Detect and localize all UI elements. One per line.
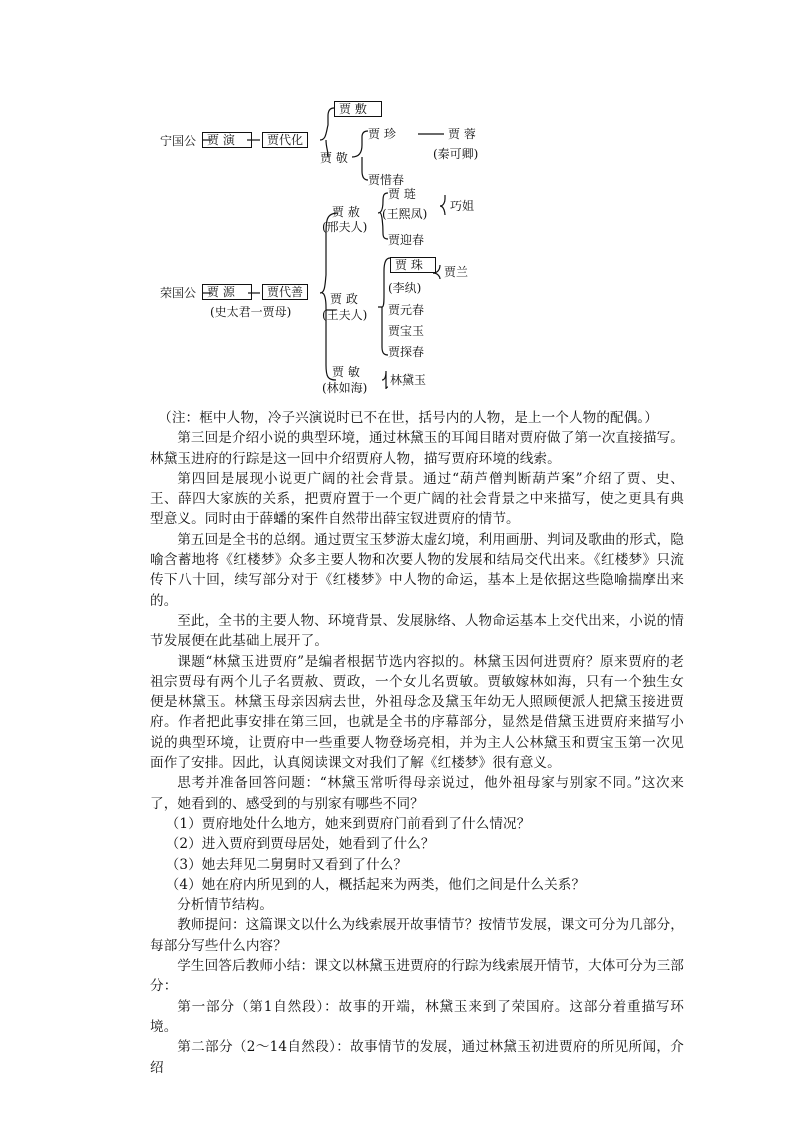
wang-furen-label: (王夫人) bbox=[322, 308, 368, 322]
paragraph: 学生回答后教师小结：课文以林黛玉进贾府的行踪为线索展开情节，大体可分为三部分： bbox=[150, 958, 684, 995]
qiaojie-label: 巧姐 bbox=[450, 199, 475, 213]
shi-taijun-label: (史太君一贾母) bbox=[210, 305, 292, 319]
family-tree-diagram bbox=[150, 95, 490, 395]
wang-xifeng-label: (王熙凤) bbox=[382, 207, 428, 221]
paragraph: 教师提问：这篇课文以什么为线索展开故事情节？按情节发展，课文可分为几部分，每部分写些什么内容？ bbox=[150, 917, 684, 954]
paragraph: 第四回是展现小说更广阔的社会背景。通过“葫芦僧判断葫芦案”介绍了贾、史、王、薛四大家族的关系，把贾府置于一个更广阔的社会背景之中来描写，使之更具有典型意义。同时由于薛蟠的案件自然带出薛宝钗进贾府的情节。 bbox=[150, 470, 684, 528]
ningguo-gong-label: 宁国公 bbox=[160, 134, 197, 148]
jia-jing-label: 贾 敬 bbox=[320, 151, 348, 165]
diagram-note: （注：框中人物，冷子兴演说时已不在世，括号内的人物，是上一个人物的配偶。） bbox=[158, 410, 659, 426]
jia-zhen-label: 贾 珍 bbox=[368, 127, 396, 141]
jia-fu-box: 贾 敷 bbox=[334, 101, 382, 117]
lin-daiyu-label: 林黛玉 bbox=[390, 373, 427, 387]
jia-daihua-box: 贾代化 bbox=[262, 132, 308, 148]
jia-lan-label: 贾兰 bbox=[444, 265, 469, 279]
xing-furen-label: (邢夫人) bbox=[322, 220, 368, 234]
question-item: （2）进入贾府到贾母居处，她看到了什么？ bbox=[165, 836, 435, 853]
paragraph: 分析情节结构。 bbox=[177, 897, 274, 914]
question-item: （3）她去拜见二舅舅时又看到了什么？ bbox=[165, 856, 408, 873]
jia-yuanchun-label: 贾元春 bbox=[388, 303, 425, 317]
body-text bbox=[150, 408, 684, 1078]
jia-rong-label: 贾 蓉 bbox=[448, 127, 476, 141]
paragraph: 第五回是全书的总纲。通过贾宝玉梦游太虚幻境，利用画册、判词及歌曲的形式，隐喻含蓄地将《红楼梦》众多主要人物和次要人物的发展和结局交代出来。《红楼梦》只流传下八十回，续写部分对于《红楼梦》中人物的命运，基本上是依据这些隐喻揣摩出来的。 bbox=[150, 531, 684, 609]
question-item: （4）她在府内所见到的人，概括起来为两类，他们之间是什么关系？ bbox=[165, 876, 586, 893]
li-wan-label: (李纨) bbox=[388, 281, 422, 295]
jia-yuan-box: 贾 源 bbox=[202, 284, 252, 300]
jia-xichun-label: 贾惜春 bbox=[368, 173, 405, 187]
paragraph: 第二部分（2～14自然段）：故事情节的发展，通过林黛玉初进贾府的所见所闻，介绍 bbox=[150, 1039, 684, 1076]
jia-zheng-label: 贾 政 bbox=[330, 292, 358, 306]
qin-keqing-label: (秦可卿) bbox=[433, 147, 479, 161]
jia-tanchun-label: 贾探春 bbox=[388, 345, 425, 359]
rongguo-gong-label: 荣国公 bbox=[160, 286, 197, 300]
jia-yan-box: 贾 演 bbox=[202, 132, 252, 148]
paragraph: 课题“林黛玉进贾府”是编者根据节选内容拟的。林黛玉因何进贾府？原来贾府的老祖宗贾母有两个儿子名贾赦、贾政，一个女儿名贾敏。贾敏嫁林如海，只有一个独生女便是林黛玉。林黛玉母亲因病去世，外祖母念及黛玉年幼无人照顾便派人把黛玉接进贾府。作者把此事安排在第三回，也就是全书的序幕部分，显然是借黛玉进贾府来描写小说的典型环境，让贾府中一些重要人物登场亮相，并为主人公林黛玉和贾宝玉第一次见面作了安排。因此，认真阅读课文对我们了解《红楼梦》很有意义。 bbox=[150, 653, 684, 772]
jia-lian-label: 贾 琏 bbox=[388, 187, 416, 201]
jia-min-label: 贾 敏 bbox=[332, 365, 360, 379]
paragraph: 第一部分（第1自然段）：故事的开端，林黛玉来到了荣国府。这部分着重描写环境。 bbox=[150, 998, 684, 1035]
paragraph: 至此，全书的主要人物、环境背景、发展脉络、人物命运基本上交代出来，小说的情节发展便在此基础上展开了。 bbox=[150, 612, 684, 650]
question-item: （1）贾府地处什么地方，她来到贾府门前看到了什么情况？ bbox=[165, 815, 531, 832]
paragraph: 第三回是介绍小说的典型环境，通过林黛玉的耳闻目睹对贾府做了第一次直接描写。林黛玉进府的行踪是这一回中介绍贾府人物，描写贾府环境的线索。 bbox=[150, 430, 684, 467]
jia-baoyu-label: 贾宝玉 bbox=[388, 324, 425, 338]
jia-daishan-box: 贾代善 bbox=[262, 284, 308, 300]
jia-yingchun-label: 贾迎春 bbox=[388, 233, 425, 247]
jia-she-label: 贾 赦 bbox=[332, 205, 360, 219]
paragraph: 思考并准备回答问题：“林黛玉常听得母亲说过，他外祖母家与别家不同。”这次来了，她看到的、感受到的与别家有哪些不同？ bbox=[150, 775, 684, 812]
family-tree-lines bbox=[150, 95, 490, 395]
lin-ruhai-label: (林如海) bbox=[322, 381, 368, 395]
jia-zhu-box: 贾 珠 bbox=[390, 257, 436, 273]
